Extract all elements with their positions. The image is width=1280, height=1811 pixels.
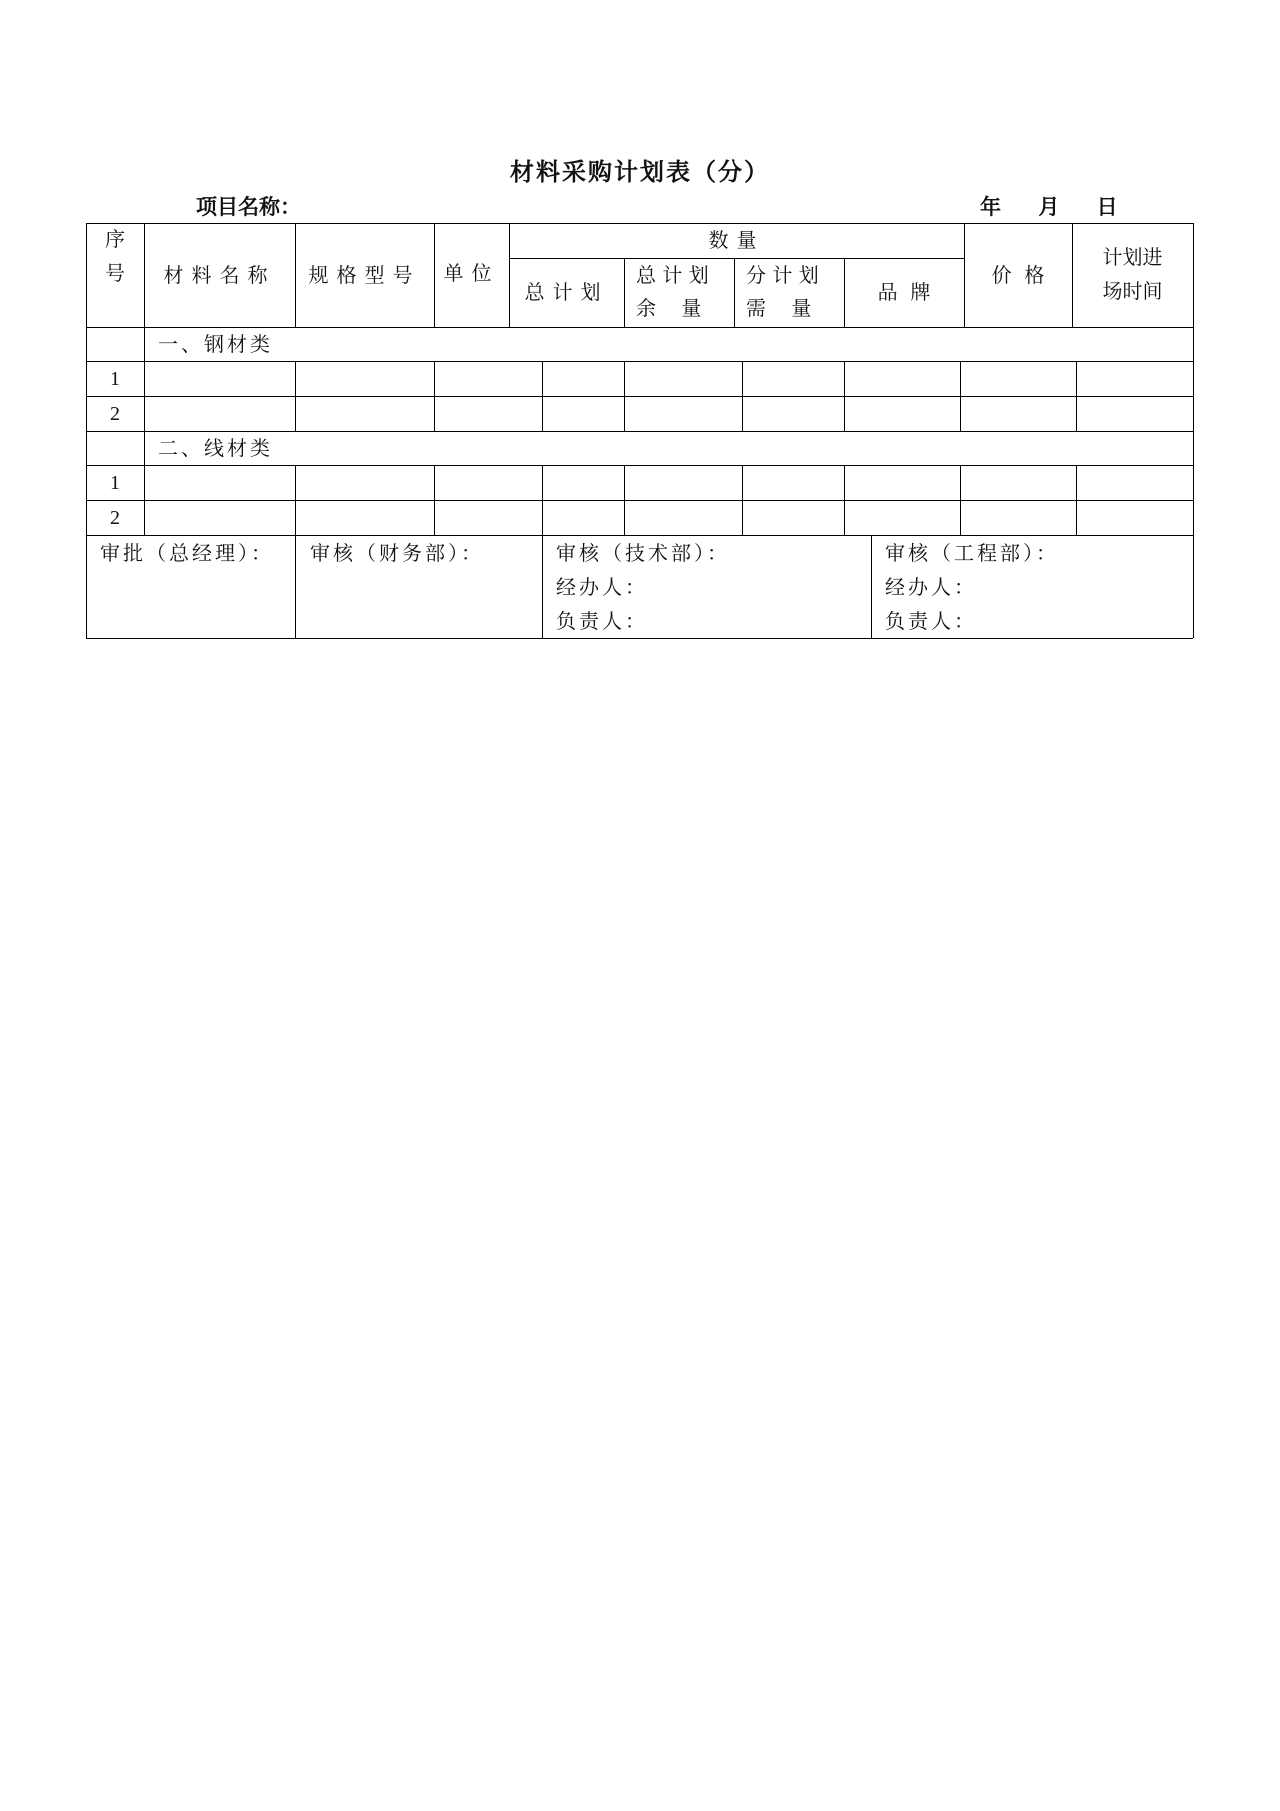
header-entry-time-bottom: 场时间	[1102, 279, 1163, 303]
header-sub-demand-bottom: 需 量	[746, 296, 812, 320]
table-row-seq: 1	[110, 472, 120, 494]
review-finance-label: 审核（财务部）：	[310, 541, 484, 565]
review-tech-handler-label: 经办人：	[556, 575, 648, 599]
header-spec-model: 规格型号	[308, 263, 421, 287]
header-total-remain-top: 总 计 划	[636, 263, 709, 287]
review-eng-owner-label: 负责人：	[885, 609, 977, 633]
review-tech-label: 审核（技术部）：	[556, 541, 730, 565]
date-fields	[980, 191, 1118, 221]
header-total-remain-bottom: 余 量	[636, 296, 702, 320]
table-row-seq: 2	[110, 507, 120, 529]
header-seq-top: 序	[105, 227, 125, 251]
header-sub-demand-top: 分 计 划	[746, 263, 819, 287]
table-row-seq: 2	[110, 403, 120, 425]
header-seq-bottom: 号	[105, 261, 125, 285]
header-quantity: 数量	[708, 228, 765, 252]
header-entry-time-top: 计划进	[1102, 245, 1163, 269]
header-total-plan: 总计划	[524, 280, 609, 304]
review-eng-label: 审核（工程部）：	[885, 541, 1059, 565]
approve-gm-label: 审批（总经理）：	[100, 541, 274, 565]
date-month: 月	[1038, 194, 1060, 219]
form-title: 材料采购计划表（分）	[510, 157, 770, 186]
date-year: 年	[980, 194, 1001, 219]
header-material-name: 材料名称	[163, 263, 276, 287]
project-name-label: 项目名称：	[196, 194, 301, 219]
table-row-seq: 1	[110, 368, 120, 390]
header-price: 价 格	[991, 263, 1045, 287]
review-tech-owner-label: 负责人：	[556, 609, 648, 633]
review-eng-handler-label: 经办人：	[885, 575, 977, 599]
header-brand: 品 牌	[877, 280, 931, 304]
date-day: 日	[1096, 194, 1118, 219]
header-unit: 单位	[443, 261, 500, 285]
section-label-steel: 一、钢材类	[158, 332, 273, 356]
section-label-wire: 二、线材类	[158, 436, 273, 460]
